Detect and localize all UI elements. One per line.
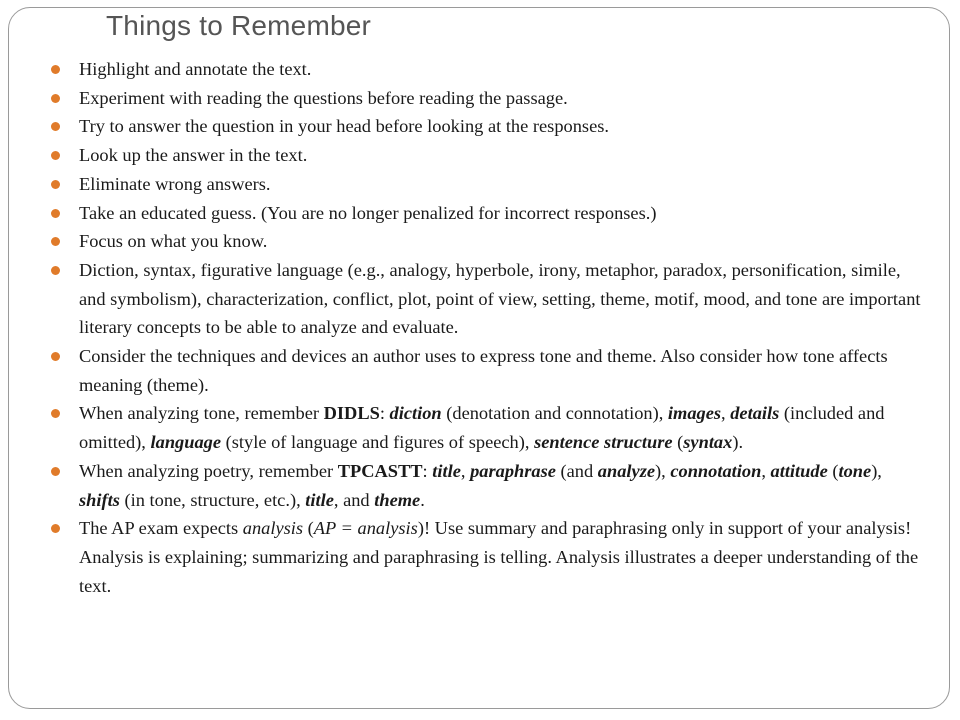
bullet-item xyxy=(79,342,924,399)
didls-lead: When analyzing tone, remember xyxy=(79,403,324,424)
term-theme: theme xyxy=(374,489,421,510)
bullet-item xyxy=(79,170,924,199)
bullet-dot-icon xyxy=(51,352,60,361)
separator: . xyxy=(420,489,425,510)
diction-note: (denotation and connotation), xyxy=(441,403,668,424)
analysis-rest: )! Use summary and paraphrasing only in support of your analysis! Analysis is explaining; summarizing and paraphrasing is telling. Analysis illustrates a deeper understanding of the text. xyxy=(79,518,919,596)
term-connotation: connotation xyxy=(670,460,762,481)
ap-equals-analysis: AP = analysis xyxy=(313,518,418,539)
separator: ). xyxy=(732,432,744,453)
bullet-dot-icon xyxy=(51,65,60,74)
term-title: title xyxy=(432,460,461,481)
language-note: (style of language and figures of speech), xyxy=(221,432,535,453)
bullet-text: Focus on what you know. xyxy=(79,231,268,252)
details-note: (included and omitted), xyxy=(79,403,885,453)
bullet-text xyxy=(79,399,924,456)
bullet-item xyxy=(79,55,924,84)
separator: ( xyxy=(672,432,684,453)
analysis-lead: The AP exam expects xyxy=(79,518,243,539)
slide-title: Things to Remember xyxy=(106,10,372,41)
bullet-item xyxy=(79,112,924,141)
bullet-item-analysis xyxy=(79,514,924,600)
bullet-item xyxy=(79,227,924,256)
bullet-text: Diction, syntax, figurative language (e.g., analogy, hyperbole, irony, metaphor, paradox, personification, simile, and symbolism), characterization, conflict, plot, point of view, setting, theme, motif, mood, and tone are important literary concepts to be able to analyze and evaluate. xyxy=(79,259,921,338)
shifts-note: (in tone, structure, etc.), xyxy=(119,489,306,510)
bullet-item xyxy=(79,84,924,113)
separator: , xyxy=(460,460,471,481)
bullet-dot-icon xyxy=(51,266,60,275)
term-details: details xyxy=(730,403,780,424)
term-analyze: analyze xyxy=(597,460,656,481)
separator: : xyxy=(422,460,433,481)
separator: (and xyxy=(555,460,598,481)
bullet-list xyxy=(79,55,924,600)
bullet-item xyxy=(79,141,924,170)
term-syntax: syntax xyxy=(683,432,733,453)
separator: ), xyxy=(655,460,671,481)
bullet-text: Look up the answer in the text. xyxy=(79,145,308,166)
term-language: language xyxy=(150,432,222,453)
bullet-dot-icon xyxy=(51,94,60,103)
separator: ( xyxy=(827,460,839,481)
separator: , and xyxy=(333,489,375,510)
bullet-text: Experiment with reading the questions before reading the passage. xyxy=(79,87,568,108)
bullet-text: Eliminate wrong answers. xyxy=(79,173,271,194)
term-paraphrase: paraphrase xyxy=(470,460,556,481)
term-tone: tone xyxy=(838,460,872,481)
bullet-text: Try to answer the question in your head before looking at the responses. xyxy=(79,116,609,137)
bullet-text xyxy=(79,457,924,514)
bullet-text: Highlight and annotate the text. xyxy=(79,59,312,79)
separator: , xyxy=(761,460,771,481)
bullet-dot-icon xyxy=(51,209,60,218)
bullet-item xyxy=(79,256,924,342)
separator: , xyxy=(721,403,731,424)
term-images: images xyxy=(667,403,722,424)
tpcastt-acronym: TPCASTT xyxy=(337,460,423,481)
term-shifts: shifts xyxy=(79,489,120,510)
bullet-item xyxy=(79,199,924,228)
bullet-dot-icon xyxy=(51,180,60,189)
bullet-dot-icon xyxy=(51,467,60,476)
bullet-text: Consider the techniques and devices an author uses to express tone and theme. Also consider how tone affects meaning (theme). xyxy=(79,346,888,395)
bullet-text xyxy=(79,514,924,600)
term-diction: diction xyxy=(389,403,442,424)
term-title-2: title xyxy=(305,489,334,510)
bullet-item-didls xyxy=(79,399,924,456)
term-sentence-structure: sentence structure xyxy=(534,432,673,453)
didls-acronym: DIDLS xyxy=(323,403,380,424)
term-attitude: attitude xyxy=(770,460,828,481)
separator: ( xyxy=(303,518,314,539)
tpcastt-lead: When analyzing poetry, remember xyxy=(79,460,338,481)
bullet-item-tpcastt xyxy=(79,457,924,514)
term-analysis: analysis xyxy=(242,518,304,539)
separator: : xyxy=(379,403,390,424)
separator: ), xyxy=(871,460,882,481)
bullet-text: Take an educated guess. (You are no longer penalized for incorrect responses.) xyxy=(79,202,657,223)
